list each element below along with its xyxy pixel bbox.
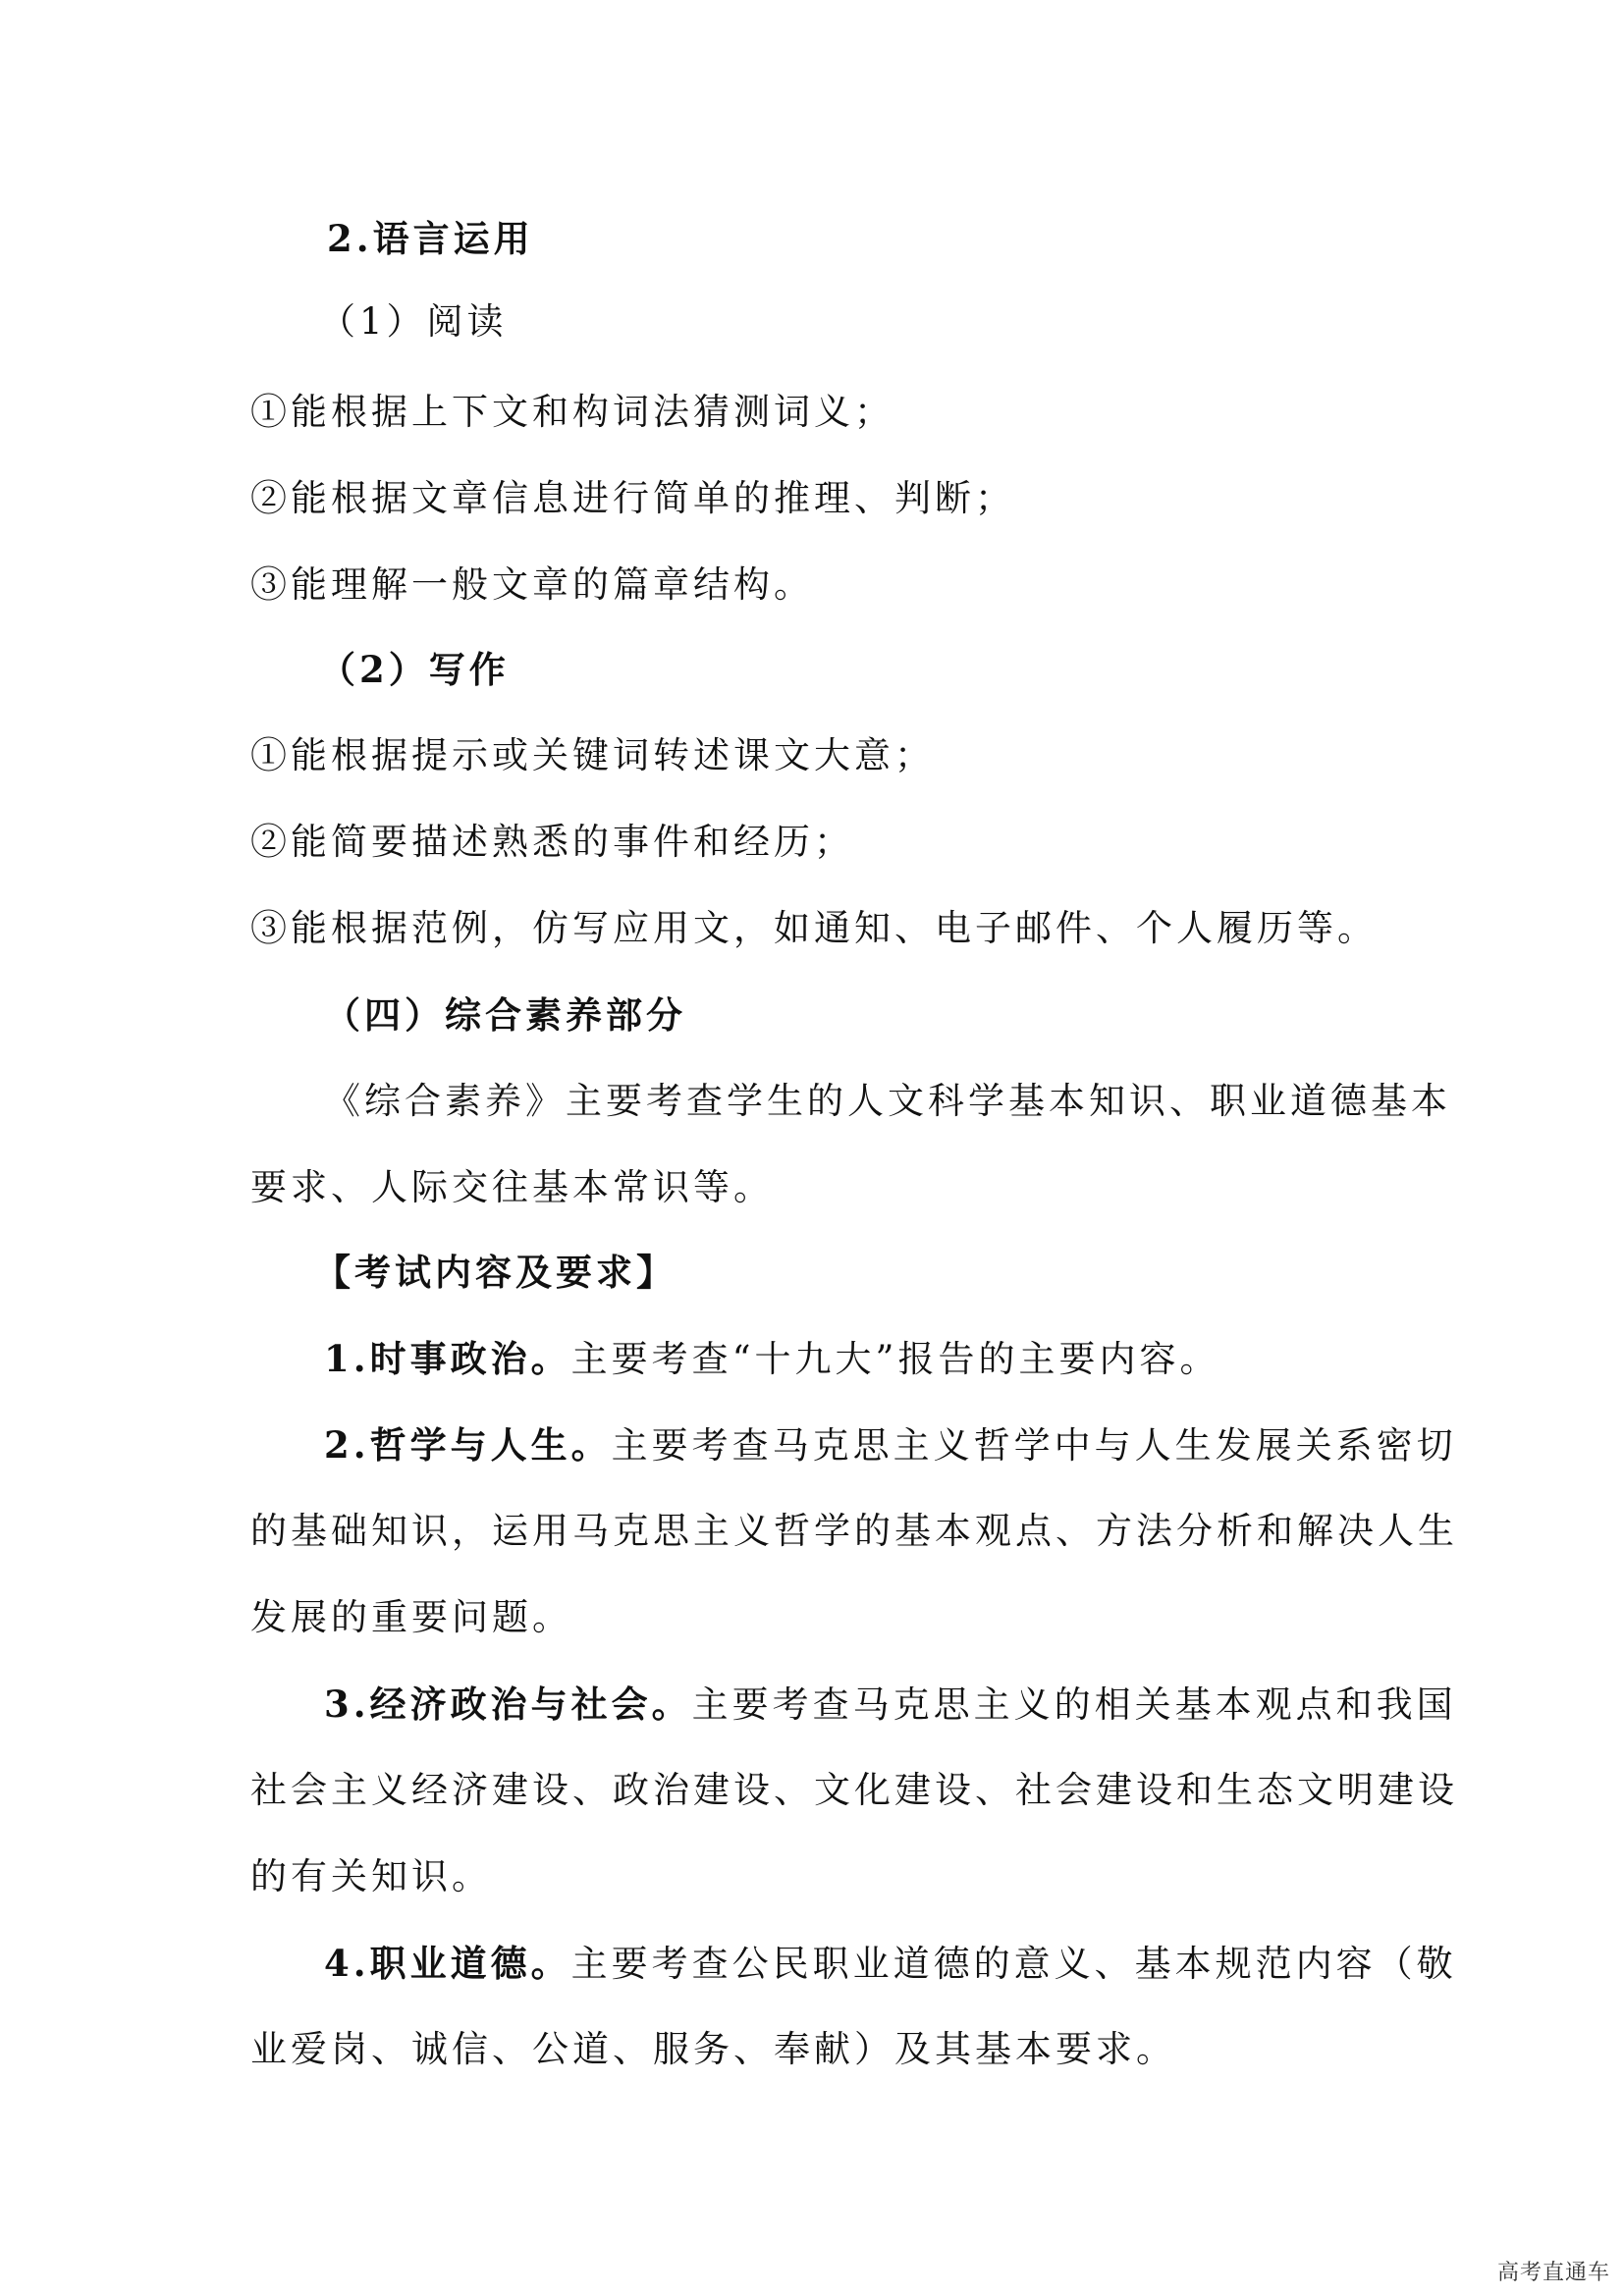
subheading-reading: （1）阅读 <box>319 300 508 343</box>
reading-item-3: ③能理解一般文章的篇章结构。 <box>250 563 814 606</box>
section-heading-language-use: 2.语言运用 <box>327 217 534 260</box>
reading-item-2: ②能根据文章信息进行简单的推理、判断； <box>250 477 1015 519</box>
watermark-text: 高考直通车 <box>1496 2261 1610 2285</box>
item-ethics-line-2: 业爱岗、诚信、公道、服务、奉献）及其基本要求。 <box>250 2028 1176 2070</box>
item-philosophy-line-3: 发展的重要问题。 <box>250 1596 572 1638</box>
subheading-writing: （2）写作 <box>319 648 510 691</box>
writing-item-2: ②能简要描述熟悉的事件和经历； <box>250 821 854 863</box>
exam-content-heading: 【考试内容及要求】 <box>314 1251 677 1294</box>
comprehensive-intro-line-1: 《综合素养》主要考查学生的人文科学基本知识、职业道德基本 <box>324 1080 1451 1122</box>
item-current-affairs <box>324 1337 1219 1381</box>
comprehensive-intro-line-2: 要求、人际交往基本常识等。 <box>250 1166 774 1208</box>
item-title: 2.哲学与人生。 <box>324 1423 612 1467</box>
item-text: 主要考查马克思主义的相关基本观点和我国 <box>691 1683 1457 1726</box>
item-economy-line-1 <box>324 1682 1457 1727</box>
item-philosophy-line-2: 的基础知识，运用马克思主义哲学的基本观点、方法分析和解决人生 <box>250 1510 1458 1552</box>
section-heading-comprehensive: （四）综合素养部分 <box>324 993 686 1037</box>
item-title: 1.时事政治。 <box>324 1337 571 1380</box>
item-text: 主要考查马克思主义哲学中与人生发展关系密切 <box>611 1424 1457 1467</box>
writing-item-1: ①能根据提示或关键词转述课文大意； <box>250 734 935 776</box>
item-economy-line-3: 的有关知识。 <box>250 1855 492 1897</box>
item-title: 4.职业道德。 <box>324 1942 571 1985</box>
item-text: 主要考查“十九大”报告的主要内容。 <box>570 1338 1220 1380</box>
item-philosophy-line-1 <box>324 1423 1457 1468</box>
item-title: 3.经济政治与社会。 <box>324 1682 692 1726</box>
reading-item-1: ①能根据上下文和构词法猜测词义； <box>250 391 894 433</box>
item-economy-line-2: 社会主义经济建设、政治建设、文化建设、社会建设和生态文明建设 <box>250 1769 1458 1811</box>
item-ethics-line-1 <box>324 1942 1457 1986</box>
item-text: 主要考查公民职业道德的意义、基本规范内容（敬 <box>570 1943 1457 1985</box>
writing-item-3: ③能根据范例，仿写应用文，如通知、电子邮件、个人履历等。 <box>250 907 1378 949</box>
